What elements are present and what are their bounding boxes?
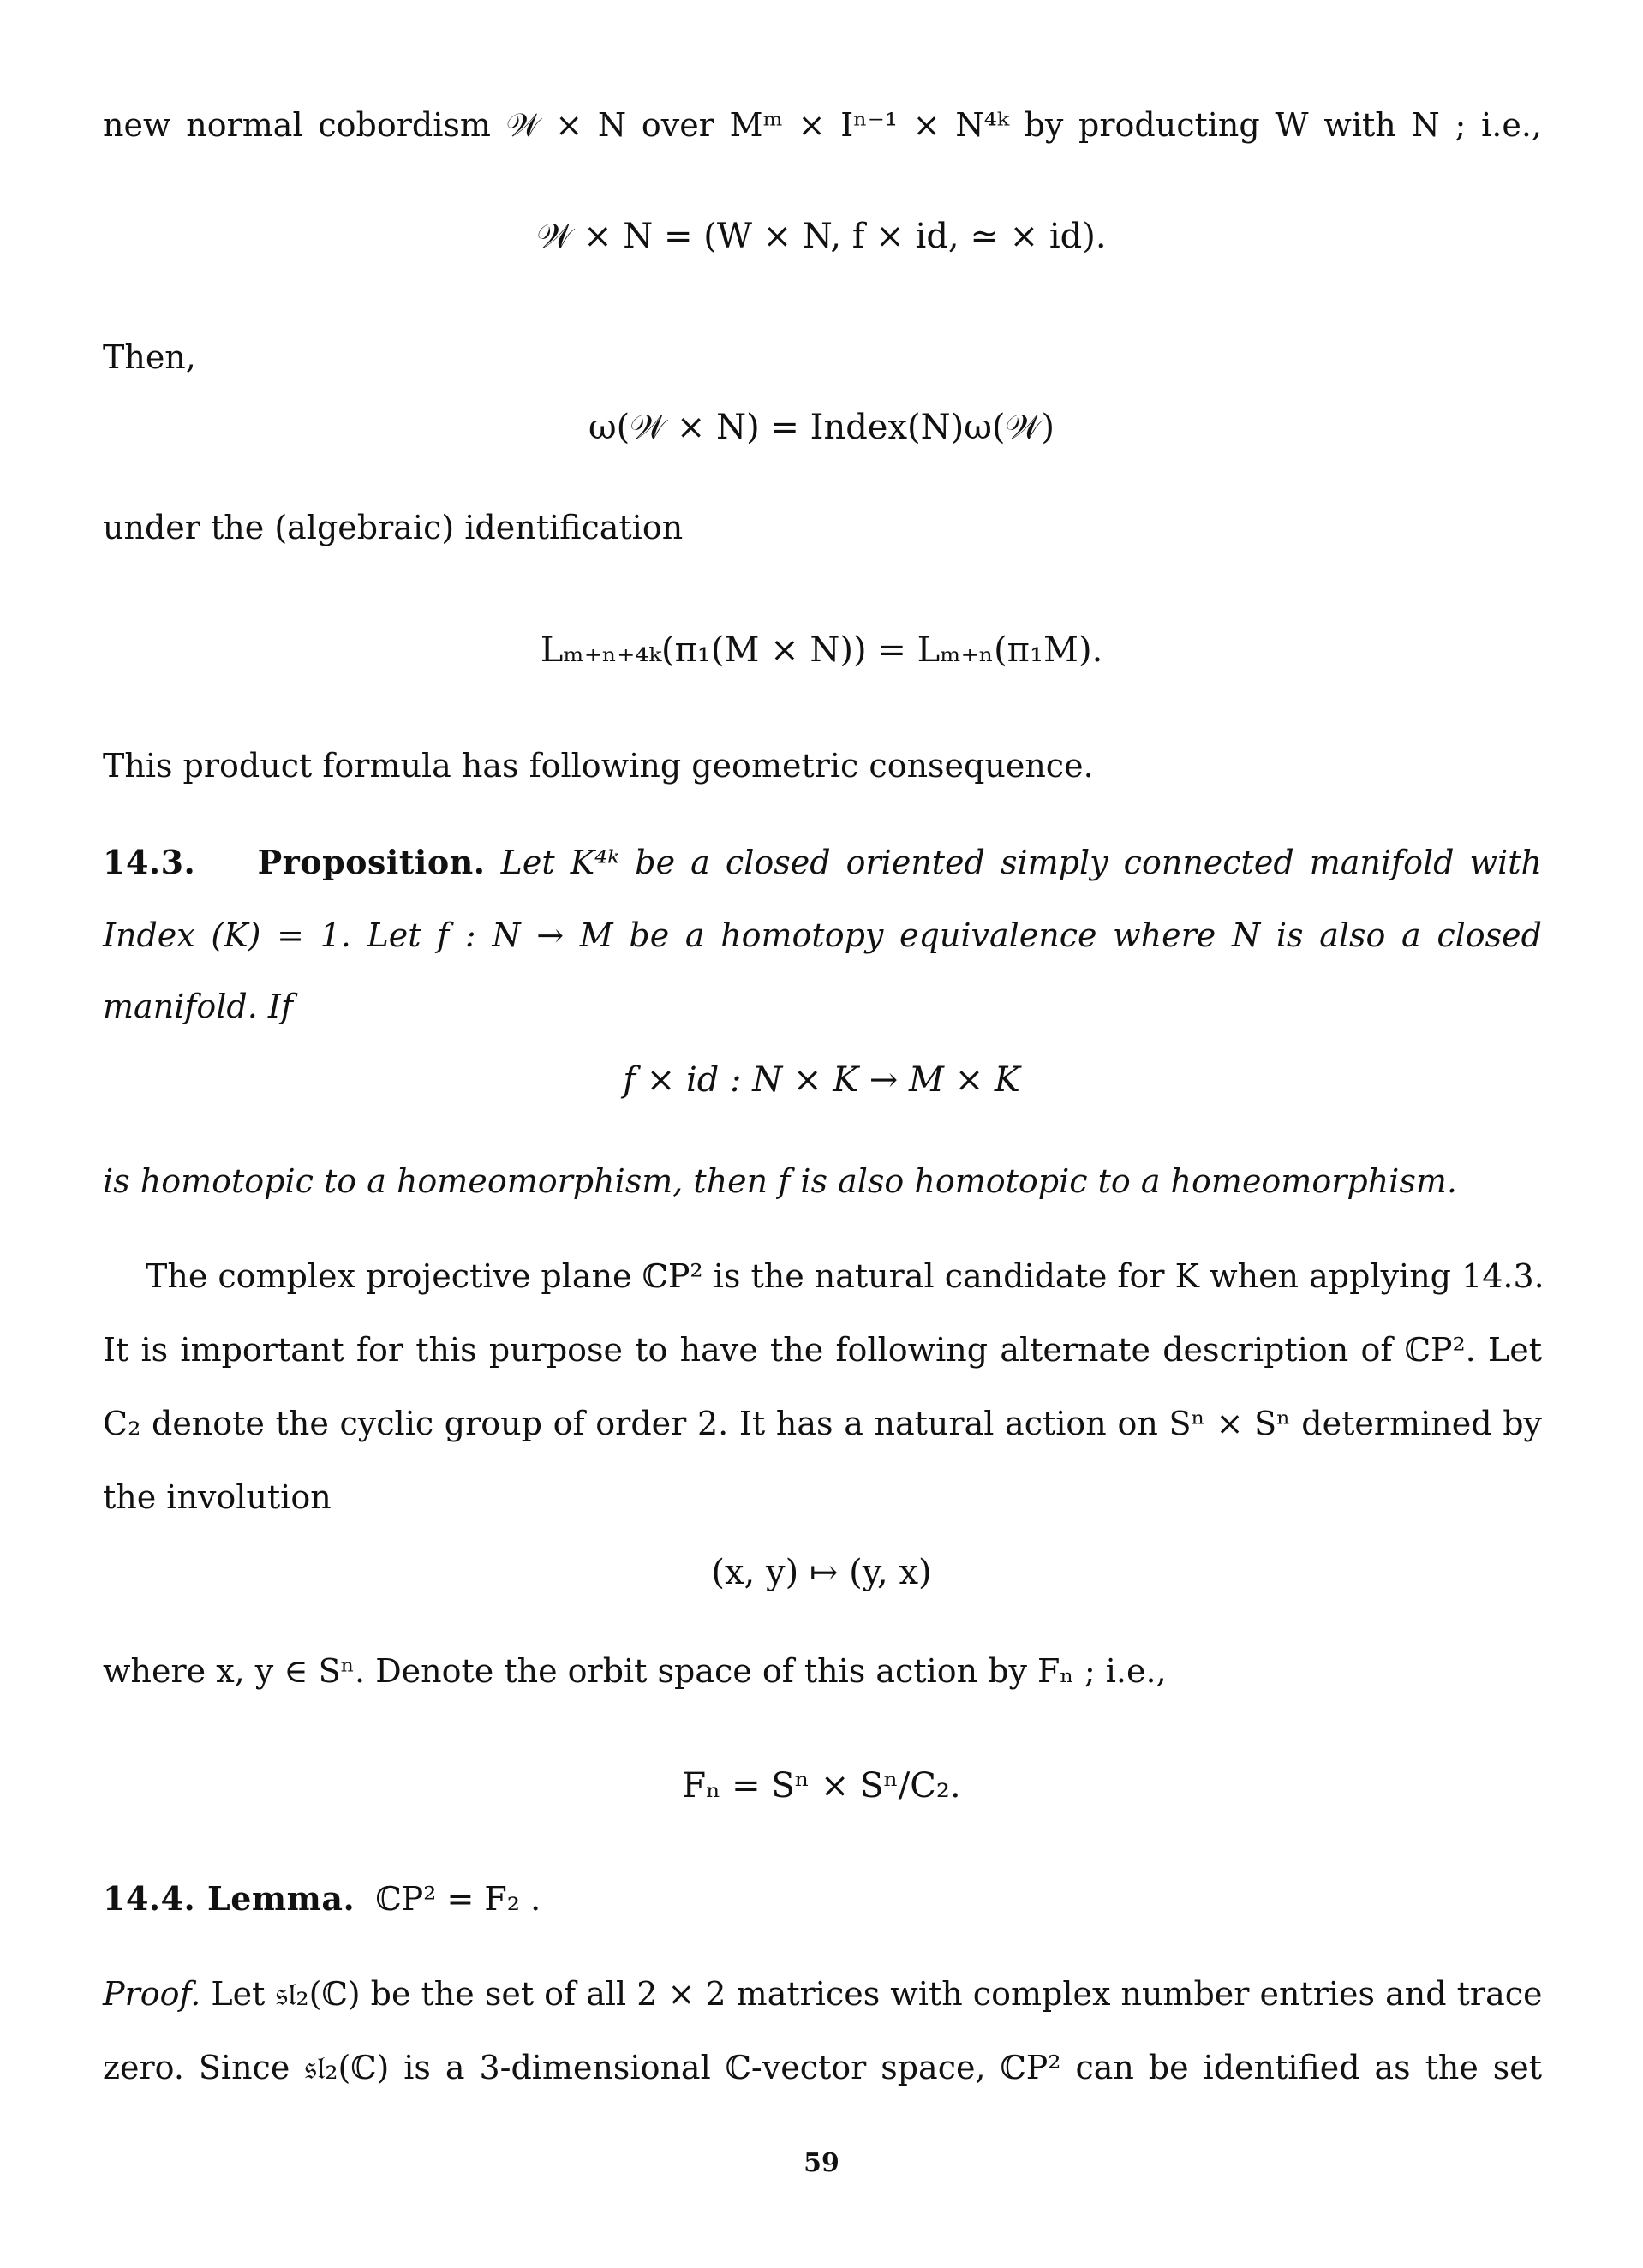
equation-l-groups: Lₘ₊ₙ₊₄ₖ(π₁(M × N)) = Lₘ₊ₙ(π₁M). <box>540 630 1103 670</box>
paragraph-line-1: The complex projective plane ℂP² is the natural candidate for K when applying 14.3. <box>146 1257 1544 1295</box>
equation-involution: (x, y) ↦ (y, x) <box>711 1553 932 1592</box>
proposition-text-1: Let K⁴ᵏ be a closed oriented simply connected manifold with <box>500 844 1542 881</box>
paragraph-line-5: where x, y ∈ Sⁿ. Denote the orbit space of this action by Fₙ ; i.e., <box>103 1652 1167 1690</box>
proof-text-1: Let 𝔰𝔩₂(ℂ) be the set of all 2 × 2 matrices with complex number entries and trace <box>211 1975 1543 2013</box>
proof-label: Proof. <box>103 1975 201 2013</box>
text-then: Then, <box>103 338 196 376</box>
text-consequence: This product formula has following geometric consequence. <box>103 747 1094 785</box>
proof-line-1 <box>103 1973 1542 2014</box>
lemma-line <box>103 1878 1542 1919</box>
text-line-1: new normal cobordism 𝒲 × N over Mᵐ × Iⁿ⁻¹ × N⁴ᵏ by producting W with N ; i.e., <box>103 106 1542 144</box>
paragraph-line-4: the involution <box>103 1478 332 1516</box>
proposition-equation: f × id : N × K → M × K <box>623 1060 1020 1100</box>
lemma-statement: ℂP² = F₂ . <box>375 1880 541 1918</box>
proposition-text-4: is homotopic to a homeomorphism, then f is also homotopic to a homeomorphism. <box>103 1162 1457 1200</box>
equation-product-formula: ω(𝒲 × N) = Index(N)ω(𝒲) <box>588 408 1055 447</box>
paragraph-line-2: It is important for this purpose to have the following alternate description of ℂP². Let <box>103 1331 1542 1369</box>
proposition-text-3: manifold. If <box>103 988 293 1025</box>
proposition-title: Proposition. <box>257 843 486 881</box>
proposition-text-2: Index (K) = 1. Let f : N → M be a homotopy equivalence where N is also a closed <box>103 916 1542 954</box>
lemma-heading: 14.4. Lemma. <box>103 1879 355 1918</box>
text-identification: under the (algebraic) identification <box>103 509 684 546</box>
proposition-number: 14.3. <box>103 843 196 881</box>
equation-product-cobordism: 𝒲 × N = (W × N, f × id, ≃ × id). <box>536 217 1107 256</box>
paragraph-line-3: C₂ denote the cyclic group of order 2. It has a natural action on Sⁿ × Sⁿ determined by <box>103 1405 1542 1442</box>
proposition-first-line <box>103 842 1542 883</box>
page-number: 59 <box>804 2148 839 2178</box>
proof-line-2: zero. Since 𝔰𝔩₂(ℂ) is a 3-dimensional ℂ-vector space, ℂP² can be identified as the set <box>103 2049 1542 2086</box>
equation-orbit-space: Fₙ = Sⁿ × Sⁿ/C₂. <box>682 1766 961 1805</box>
